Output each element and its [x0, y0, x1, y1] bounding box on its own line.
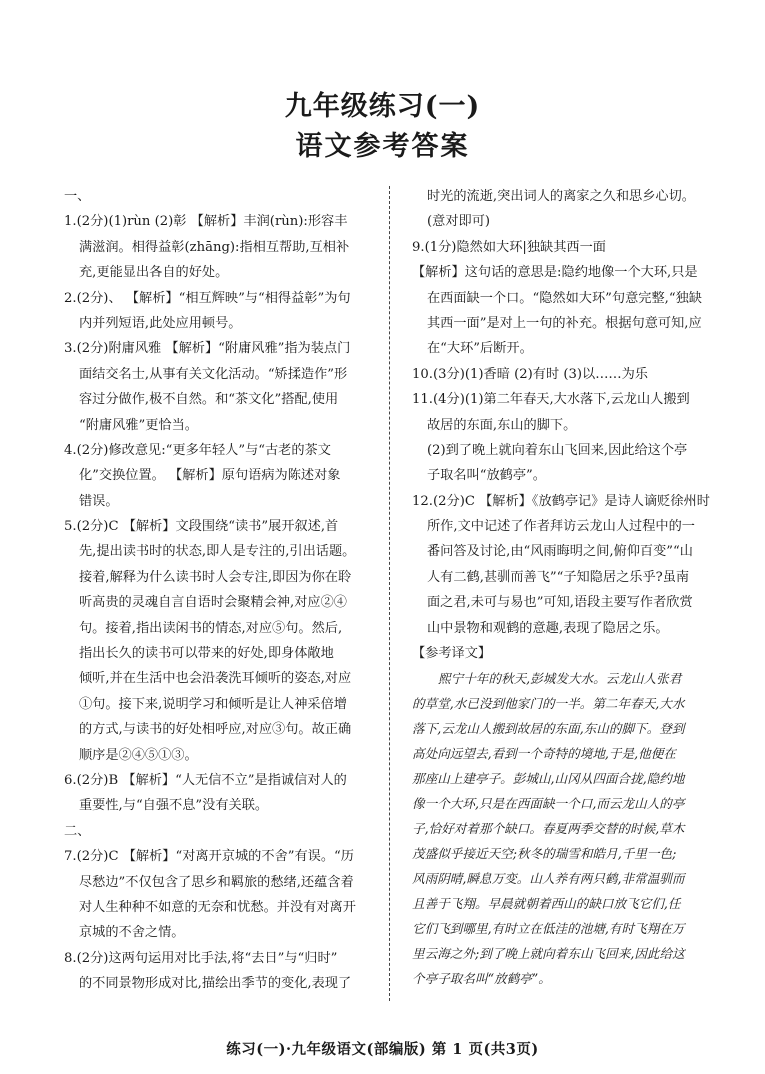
left-column-line: “附庸风雅”更恰当。 [79, 417, 198, 433]
left-column-line: 充,更能显出各自的好处。 [79, 265, 229, 281]
left-column-line: 句。接着,指出读闲书的情态,对应⑤句。然后, [79, 620, 343, 636]
translation-line: 的草堂,水已没到他家门的一半。第二年春天,大水 [412, 696, 685, 712]
right-column-line: 山中景物和观鹤的意趣,表现了隐居之乐。 [427, 620, 669, 636]
right-column-line: 番问答及讨论,由“风雨晦明之间,俯仰百变”“山 [427, 544, 693, 560]
left-column-line: 重要性,与“自强不息”没有关联。 [79, 798, 269, 814]
left-column-line: 1.(2分)(1)rùn (2)彰 【解析】丰润(rùn):形容丰 [64, 214, 348, 230]
left-column-line: 的不同景物形成对比,描绘出季节的变化,表现了 [79, 976, 352, 992]
left-column-line: 3.(2分)附庸风雅 【解析】“附庸风雅”指为装点门 [64, 341, 351, 357]
left-column-line: 先,提出读书时的状态,即人是专注的,引出话题。 [79, 544, 356, 560]
left-column-line: 2.(2分)、 【解析】“相互辉映”与“相得益彰”为句 [64, 290, 351, 306]
left-column-line: 指出长久的读书可以带来的好处,即身体敞地 [79, 646, 334, 662]
right-column-line: 所作,文中记述了作者拜访云龙山人过程中的一 [427, 519, 695, 535]
right-column-line: 12.(2分)C 【解析】《放鹤亭记》是诗人谪贬徐州时 [412, 493, 710, 509]
left-column-line: 内并列短语,此处应用顿号。 [79, 315, 242, 331]
translation-line: 它们飞到哪里,有时立在低洼的池塘,有时飞翔在万 [412, 921, 685, 937]
translation-line: 熙宁十年的秋天,彭城发大水。云龙山人张君 [438, 671, 682, 687]
right-column-line: 11.(4分)(1)第二年春天,大水落下,云龙山人搬到 [412, 392, 690, 408]
right-column [412, 184, 714, 991]
page-footer: 练习(一)·九年级语文(部编版) 第 1 页(共3页) [226, 1041, 539, 1058]
left-column-line: 面结交名士,从事有关文化活动。“矫揉造作”形 [79, 366, 348, 382]
translation-line: 高处向远望去,看到一个奇特的境地,于是,他便在 [412, 746, 676, 762]
translation-line: 那座山上建亭子。彭城山,山冈从四面合拢,隐约地 [412, 771, 685, 787]
right-column-line: 在“大环”后断开。 [427, 341, 533, 357]
right-column-line: 人有二鹤,甚驯而善飞”“子知隐居之乐乎?虽南 [427, 569, 690, 585]
left-column-line: 容过分做作,极不自然。和“茶文化”搭配,使用 [79, 392, 339, 408]
left-column-line: 对人生种种不如意的无奈和忧愁。并没有对离开 [79, 899, 356, 915]
right-column-line: 故居的东面,东山的脚下。 [427, 417, 577, 433]
left-column-line: 的方式,与读书的好处相呼应,对应③句。故正确 [79, 722, 352, 738]
right-column-line: 9.(1分)隐然如大环|独缺其西一面 [412, 239, 606, 255]
right-column-line: 其西一面”是对上一句的补充。根据句意可知,应 [427, 315, 702, 331]
column-divider [389, 186, 390, 1001]
left-column-line: 接着,解释为什么读书时人会专注,即因为你在聆 [79, 569, 352, 585]
right-column-line: 【参考译文】 [412, 646, 492, 662]
left-column-line: 二、 [64, 823, 91, 839]
left-column-line: 满滋润。相得益彰(zhāng):指相互帮助,互相补 [79, 239, 350, 255]
left-column-line: 化”交换位置。 【解析】原句语病为陈述对象 [79, 468, 341, 484]
translation-line: 个亭子取名叫“放鹤亭”。 [412, 971, 551, 987]
page-title: 九年级练习(一) [284, 91, 481, 122]
translation-line: 里云海之外;到了晚上就向着东山飞回来,因此给这 [412, 946, 685, 962]
right-column-line: 子取名叫“放鹤亭”。 [427, 468, 546, 484]
left-column-line: 8.(2分)这两句运用对比手法,将“去日”与“归时” [64, 950, 338, 966]
translation-line: 子,恰好对着那个缺口。春夏两季交替的时候,草木 [412, 821, 685, 837]
translation-line: 且善于飞翔。早晨就朝着西山的缺口放飞它们,任 [412, 896, 681, 912]
left-column-line: 4.(2分)修改意见:“更多年轻人”与“古老的茶文 [64, 442, 331, 458]
left-column-line: 京城的不舍之情。 [79, 925, 185, 941]
left-column-line: 一、 [64, 189, 91, 204]
left-column [64, 184, 366, 997]
translation-line: 落下,云龙山人搬到故居的东面,东山的脚下。登到 [412, 721, 685, 737]
left-column-line: 尽愁边”不仅包含了思乡和羁旅的愁绪,还蕴含着 [79, 874, 354, 890]
right-column-line: 在西面缺一个口。“隐然如大环”句意完整,“独缺 [427, 290, 702, 306]
right-column-line: 10.(3分)(1)香暗 (2)有时 (3)以……为乐 [412, 366, 648, 382]
right-column-line: (2)到了晚上就向着东山飞回来,因此给这个亭 [427, 442, 688, 458]
right-column-line: 面之君,未可与易也”可知,语段主要写作者欣赏 [427, 595, 693, 611]
translation-line: 像一个大环,只是在西面缺一个口,而云龙山人的亭 [412, 796, 685, 812]
page-subtitle: 语文参考答案 [295, 131, 470, 162]
right-column-line: 【解析】这句话的意思是:隐约地像一个大环,只是 [412, 265, 698, 281]
right-column-line: (意对即可) [427, 214, 491, 230]
translation-block [412, 666, 714, 991]
left-column-line: 顺序是②④⑤①③。 [79, 747, 198, 763]
left-column-line: ①句。接下来,说明学习和倾听是让人神采倍增 [79, 696, 347, 712]
left-column-line: 7.(2分)C 【解析】“对离开京城的不舍”有误。“历 [64, 849, 354, 865]
translation-line: 茂盛似乎接近天空;秋冬的瑞雪和皓月,千里一色; [412, 846, 677, 862]
left-column-line: 错误。 [79, 493, 119, 509]
left-column-line: 倾听,并在生活中也会沿袭洗耳倾听的姿态,对应 [79, 671, 352, 687]
left-column-line: 6.(2分)B 【解析】“人无信不立”是指诚信对人的 [64, 772, 347, 788]
translation-line: 风雨阴晴,瞬息万变。山人养有两只鹤,非常温驯而 [412, 871, 685, 887]
left-column-line: 5.(2分)C 【解析】文段围绕“读书”展开叙述,首 [64, 519, 339, 535]
left-column-line: 听高贵的灵魂自言自语时会聚精会神,对应②④ [79, 595, 347, 611]
right-column-line: 时光的流逝,突出词人的离家之久和思乡心切。 [427, 189, 695, 204]
